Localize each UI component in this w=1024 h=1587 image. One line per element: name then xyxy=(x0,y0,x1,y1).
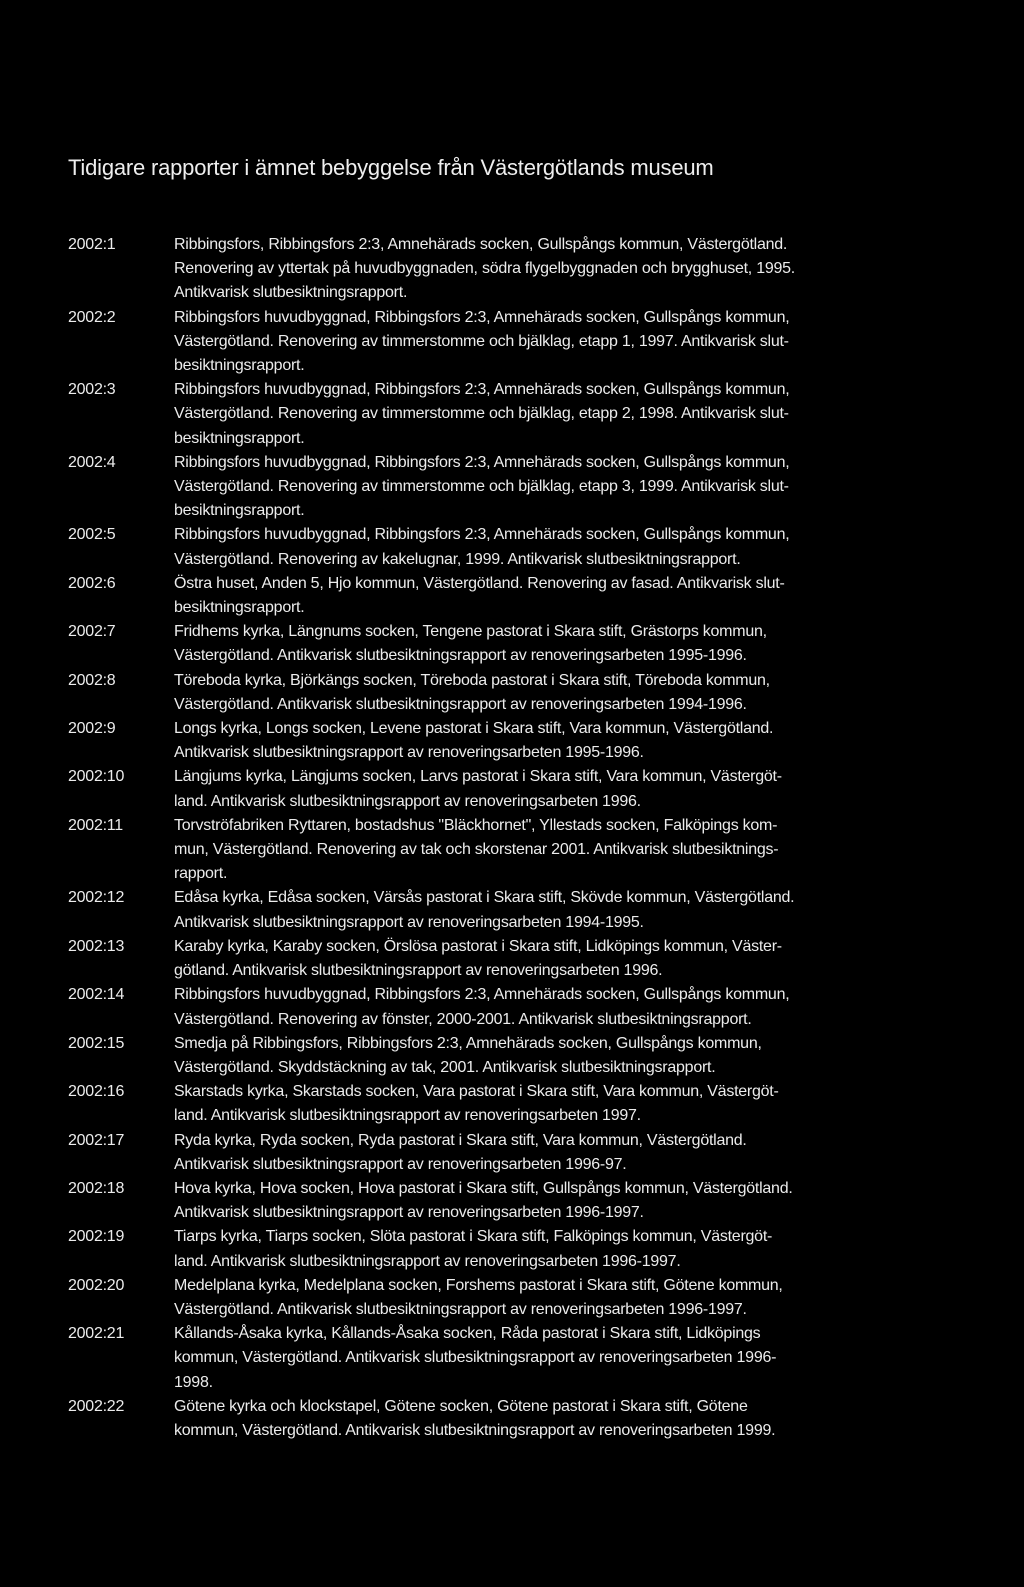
report-line: Västergötland. Renovering av kakelugnar, 1999. Antikvarisk slutbesiktningsrapport. xyxy=(174,550,741,568)
report-text xyxy=(174,1395,968,1443)
report-line: Längjums kyrka, Längjums socken, Larvs pastorat i Skara stift, Vara kommun, Västergöt- xyxy=(174,768,782,786)
report-line: rapport. xyxy=(174,865,228,883)
report-line: Karaby kyrka, Karaby socken, Örslösa pastorat i Skara stift, Lidköpings kommun, Väster- xyxy=(174,937,782,955)
report-text xyxy=(174,935,968,983)
report-id: 2002:22 xyxy=(68,1397,125,1415)
report-line: Ribbingsfors huvudbyggnad, Ribbingsfors 2:3, Amnehärads socken, Gullspångs kommun, xyxy=(174,526,790,544)
report-line: Antikvarisk slutbesiktningsrapport av renoveringsarbeten 1996-1997. xyxy=(174,1204,644,1222)
report-line: Fridhems kyrka, Längnums socken, Tengene pastorat i Skara stift, Grästorps kommun, xyxy=(174,623,767,641)
report-id: 2002:17 xyxy=(68,1131,125,1149)
report-text xyxy=(174,1322,968,1395)
report-entry xyxy=(68,1395,968,1443)
report-line: besiktningsrapport. xyxy=(174,429,305,447)
report-line: Edåsa kyrka, Edåsa socken, Värsås pastorat i Skara stift, Skövde kommun, Västergötland. xyxy=(174,889,795,907)
report-line: Götene kyrka och klockstapel, Götene socken, Götene pastorat i Skara stift, Götene xyxy=(174,1397,748,1415)
report-line: Medelplana kyrka, Medelplana socken, Forshems pastorat i Skara stift, Götene kommun, xyxy=(174,1276,783,1294)
report-line: Västergötland. Renovering av timmerstomme och bjälklag, etapp 3, 1999. Antikvarisk slut- xyxy=(174,478,789,496)
report-line: Antikvarisk slutbesiktningsrapport av renoveringsarbeten 1995-1996. xyxy=(174,744,644,762)
report-line: Östra huset, Anden 5, Hjo kommun, Västergötland. Renovering av fasad. Antikvarisk slut- xyxy=(174,574,785,592)
report-text xyxy=(174,983,968,1031)
report-line: besiktningsrapport. xyxy=(174,502,305,520)
report-line: Ribbingsfors huvudbyggnad, Ribbingsfors 2:3, Amnehärads socken, Gullspångs kommun, xyxy=(174,381,790,399)
report-line: 1998. xyxy=(174,1373,213,1391)
report-id: 2002:8 xyxy=(68,671,116,689)
report-line: Hova kyrka, Hova socken, Hova pastorat i Skara stift, Gullspångs kommun, Västergötland. xyxy=(174,1179,793,1197)
report-id: 2002:3 xyxy=(68,381,116,399)
report-entry xyxy=(68,523,968,571)
report-line: Tiarps kyrka, Tiarps socken, Slöta pastorat i Skara stift, Falköpings kommun, Västergöt- xyxy=(174,1228,773,1246)
report-line: land. Antikvarisk slutbesiktningsrapport av renoveringsarbeten 1996. xyxy=(174,792,641,810)
report-text xyxy=(174,669,968,717)
report-entry xyxy=(68,451,968,524)
report-id: 2002:18 xyxy=(68,1179,125,1197)
report-id: 2002:11 xyxy=(68,816,123,834)
report-text xyxy=(174,814,968,887)
report-id: 2002:21 xyxy=(68,1325,125,1343)
report-entry xyxy=(68,1274,968,1322)
report-id: 2002:13 xyxy=(68,937,125,955)
report-entry xyxy=(68,1225,968,1273)
report-line: mun, Västergötland. Renovering av tak och skorstenar 2001. Antikvarisk slutbesiktnings- xyxy=(174,841,779,859)
report-id: 2002:4 xyxy=(68,453,116,471)
report-id: 2002:7 xyxy=(68,623,116,641)
report-id: 2002:16 xyxy=(68,1083,125,1101)
report-text xyxy=(174,1274,968,1322)
report-entry xyxy=(68,983,968,1031)
report-line: Västergötland. Skyddstäckning av tak, 2001. Antikvarisk slutbesiktningsrapport. xyxy=(174,1058,716,1076)
report-line: Antikvarisk slutbesiktningsrapport. xyxy=(174,284,408,302)
report-text xyxy=(174,886,968,934)
report-line: Västergötland. Renovering av timmerstomme och bjälklag, etapp 2, 1998. Antikvarisk slut- xyxy=(174,405,789,423)
report-entry xyxy=(68,669,968,717)
report-text xyxy=(174,306,968,379)
report-entry xyxy=(68,378,968,451)
report-id: 2002:12 xyxy=(68,889,125,907)
report-text xyxy=(174,233,968,306)
report-text xyxy=(174,451,968,524)
report-line: besiktningsrapport. xyxy=(174,599,305,617)
report-line: Ribbingsfors, Ribbingsfors 2:3, Amnehärads socken, Gullspångs kommun, Västergötland. xyxy=(174,236,788,253)
report-id: 2002:14 xyxy=(68,986,125,1004)
report-id: 2002:9 xyxy=(68,720,116,738)
report-line: Västergötland. Antikvarisk slutbesiktningsrapport av renoveringsarbeten 1995-1996. xyxy=(174,647,747,665)
report-id: 2002:1 xyxy=(68,236,116,253)
report-line: Töreboda kyrka, Björkängs socken, Töreboda pastorat i Skara stift, Töreboda kommun, xyxy=(174,671,770,689)
report-entry xyxy=(68,306,968,379)
report-line: Skarstads kyrka, Skarstads socken, Vara pastorat i Skara stift, Vara kommun, Västergöt- xyxy=(174,1083,779,1101)
report-text xyxy=(174,765,968,813)
report-line: Västergötland. Antikvarisk slutbesiktningsrapport av renoveringsarbeten 1994-1996. xyxy=(174,695,747,713)
report-id: 2002:2 xyxy=(68,308,116,326)
report-line: kommun, Västergötland. Antikvarisk slutbesiktningsrapport av renoveringsarbeten 1996- xyxy=(174,1349,777,1367)
report-text xyxy=(174,1032,968,1080)
report-line: Renovering av yttertak på huvudbyggnaden, södra flygelbyggnaden och brygghuset, 1995. xyxy=(174,260,795,278)
report-line: land. Antikvarisk slutbesiktningsrapport av renoveringsarbeten 1996-1997. xyxy=(174,1252,681,1270)
report-line: Västergötland. Renovering av timmerstomme och bjälklag, etapp 1, 1997. Antikvarisk slut- xyxy=(174,332,789,350)
report-list xyxy=(68,233,968,1443)
report-line: Antikvarisk slutbesiktningsrapport av renoveringsarbeten 1996-97. xyxy=(174,1155,627,1173)
report-entry xyxy=(68,1177,968,1225)
report-entry xyxy=(68,233,968,306)
report-entry xyxy=(68,814,968,887)
report-text xyxy=(174,523,968,571)
report-entry xyxy=(68,620,968,668)
report-text xyxy=(174,717,968,765)
report-text xyxy=(174,1225,968,1273)
report-line: kommun, Västergötland. Antikvarisk slutbesiktningsrapport av renoveringsarbeten 1999. xyxy=(174,1421,776,1439)
page-title: Tidigare rapporter i ämnet bebyggelse från Västergötlands museum xyxy=(68,155,714,180)
report-entry xyxy=(68,765,968,813)
report-entry xyxy=(68,935,968,983)
report-text xyxy=(174,378,968,451)
report-id: 2002:15 xyxy=(68,1034,125,1052)
report-id: 2002:6 xyxy=(68,574,116,592)
report-text xyxy=(174,1129,968,1177)
report-line: Longs kyrka, Longs socken, Levene pastorat i Skara stift, Vara kommun, Västergötland. xyxy=(174,720,774,738)
report-entry xyxy=(68,1080,968,1128)
report-line: besiktningsrapport. xyxy=(174,357,305,375)
report-text xyxy=(174,1177,968,1225)
report-id: 2002:5 xyxy=(68,526,116,544)
report-line: Ryda kyrka, Ryda socken, Ryda pastorat i Skara stift, Vara kommun, Västergötland. xyxy=(174,1131,747,1149)
report-entry xyxy=(68,1032,968,1080)
report-line: götland. Antikvarisk slutbesiktningsrapport av renoveringsarbeten 1996. xyxy=(174,962,663,980)
report-line: Ribbingsfors huvudbyggnad, Ribbingsfors 2:3, Amnehärads socken, Gullspångs kommun, xyxy=(174,308,790,326)
report-line: Kållands-Åsaka kyrka, Kållands-Åsaka socken, Råda pastorat i Skara stift, Lidköpings xyxy=(174,1325,761,1343)
report-text xyxy=(174,620,968,668)
report-line: Västergötland. Antikvarisk slutbesiktningsrapport av renoveringsarbeten 1996-1997. xyxy=(174,1300,747,1318)
report-line: Ribbingsfors huvudbyggnad, Ribbingsfors 2:3, Amnehärads socken, Gullspångs kommun, xyxy=(174,453,790,471)
report-id: 2002:19 xyxy=(68,1228,125,1246)
report-entry xyxy=(68,572,968,620)
report-line: Antikvarisk slutbesiktningsrapport av renoveringsarbeten 1994-1995. xyxy=(174,913,644,931)
report-text xyxy=(174,1080,968,1128)
report-line: Ribbingsfors huvudbyggnad, Ribbingsfors 2:3, Amnehärads socken, Gullspångs kommun, xyxy=(174,986,790,1004)
report-id: 2002:20 xyxy=(68,1276,125,1294)
report-line: land. Antikvarisk slutbesiktningsrapport av renoveringsarbeten 1997. xyxy=(174,1107,641,1125)
report-line: Torvströfabriken Ryttaren, bostadshus "Bläckhornet", Yllestads socken, Falköpings kom- xyxy=(174,816,778,834)
report-line: Smedja på Ribbingsfors, Ribbingsfors 2:3, Amnehärads socken, Gullspångs kommun, xyxy=(174,1034,762,1052)
report-entry xyxy=(68,1322,968,1395)
report-entry xyxy=(68,717,968,765)
report-line: Västergötland. Renovering av fönster, 2000-2001. Antikvarisk slutbesiktningsrapport. xyxy=(174,1010,752,1028)
report-text xyxy=(174,572,968,620)
report-entry xyxy=(68,1129,968,1177)
report-id: 2002:10 xyxy=(68,768,125,786)
report-entry xyxy=(68,886,968,934)
